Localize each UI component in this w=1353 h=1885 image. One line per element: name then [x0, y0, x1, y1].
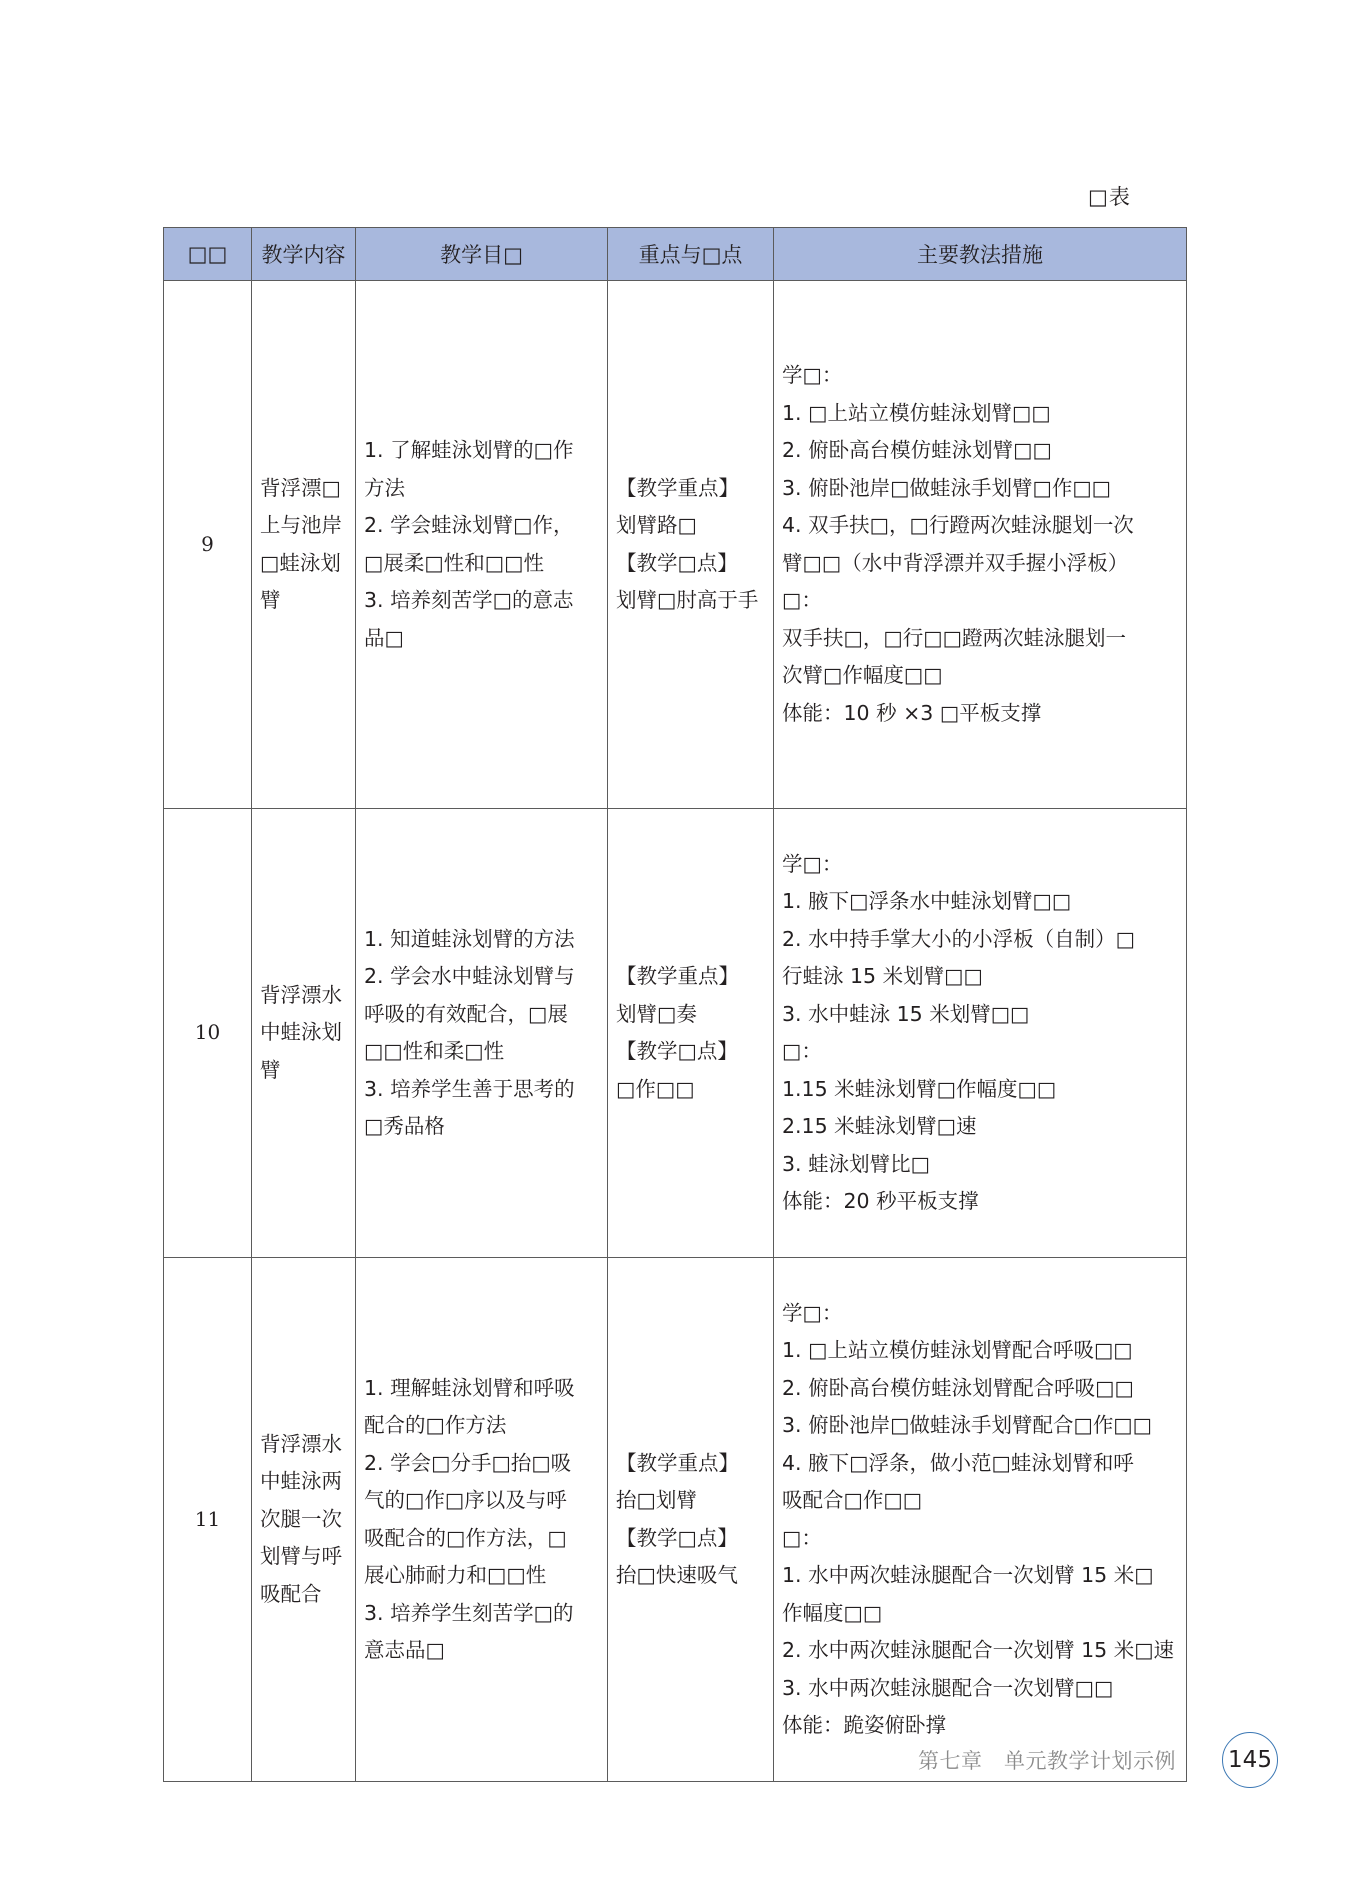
cell-line: 1. □上站立模仿蛙泳划臂□□	[782, 400, 1051, 425]
cell-line: 吸配合	[260, 1581, 322, 1606]
lesson-number-cell: 9	[164, 281, 252, 809]
cell-line: 吸配合的□作方法，□	[364, 1525, 567, 1550]
table-row	[164, 1258, 1187, 1782]
cell-line: 【教学□点】	[616, 1525, 738, 1550]
cell-line: 气的□作□序以及与呼	[364, 1488, 567, 1512]
cell-line: 划臂□奏	[616, 1001, 697, 1026]
cell-line: 【教学重点】	[616, 475, 739, 500]
cell-line: 学□：	[782, 1300, 843, 1325]
cell-line: 抬□快速吸气	[616, 1563, 738, 1587]
cell-line: 划臂□肘高于手	[616, 588, 759, 612]
header-lesson-number: □□	[164, 228, 252, 281]
lesson-number-cell: 11	[164, 1258, 252, 1782]
cell-line: 2. 水中两次蛙泳腿配合一次划臂 15 米□速	[782, 1638, 1175, 1662]
cell-line: 3. 水中蛙泳 15 米划臂□□	[782, 1001, 1030, 1026]
table-header-row	[164, 228, 1187, 281]
cell-line: 臂	[260, 1057, 281, 1082]
cell-line: □：	[782, 1525, 822, 1550]
cell-line: 4. 腋下□浮条，做小范□蛙泳划臂和呼	[782, 1450, 1134, 1475]
cell-line: 1. □上站立模仿蛙泳划臂配合呼吸□□	[782, 1338, 1133, 1362]
cell-line: 体能：20 秒平板支撑	[782, 1189, 979, 1213]
continued-label: □表	[1088, 185, 1131, 209]
goals-cell	[356, 1258, 608, 1782]
cell-line: 2. 俯卧高台模仿蛙泳划臂□□	[782, 438, 1052, 462]
goals-cell	[356, 809, 608, 1258]
table-row	[164, 281, 1187, 809]
key-points-cell	[608, 809, 774, 1258]
cell-line: 2.15 米蛙泳划臂□速	[782, 1114, 977, 1138]
cell-line: 展心肺耐力和□□性	[364, 1563, 547, 1587]
cell-line: □秀品格	[364, 1114, 445, 1138]
cell-line: 4. 双手扶□，□行蹬两次蛙泳腿划一次	[782, 513, 1134, 537]
lesson-number-cell: 10	[164, 809, 252, 1258]
footer-chapter-title	[918, 1745, 1176, 1775]
content-cell	[252, 1258, 356, 1782]
header-methods: 主要教法措施	[774, 228, 1187, 281]
cell-line: 2. 俯卧高台模仿蛙泳划臂配合呼吸□□	[782, 1375, 1134, 1400]
cell-line: 背浮漂水	[260, 1431, 342, 1456]
teaching-plan-table	[163, 227, 1187, 1782]
cell-line: 3. 蛙泳划臂比□	[782, 1151, 930, 1176]
header-key-points: 重点与□点	[608, 228, 774, 281]
cell-line: 体能：跪姿俯卧撑	[782, 1713, 946, 1737]
cell-line: 1. 知道蛙泳划臂的方法	[364, 926, 575, 951]
methods-cell	[774, 809, 1187, 1258]
cell-line: 【教学重点】	[616, 964, 739, 988]
cell-line: 次臂□作幅度□□	[782, 663, 943, 687]
methods-cell	[774, 1258, 1187, 1782]
content-cell	[252, 809, 356, 1258]
cell-line: 划臂路□	[616, 513, 697, 537]
cell-line: 3. 培养学生刻苦学□的	[364, 1600, 574, 1625]
footer-title: 单元教学计划示例	[1004, 1749, 1177, 1773]
cell-line: 2. 学会□分手□抬□吸	[364, 1450, 572, 1475]
cell-line: 1. 了解蛙泳划臂的□作	[364, 438, 574, 462]
cell-line: 划臂与呼	[260, 1544, 342, 1569]
cell-line: □展柔□性和□□性	[364, 550, 544, 575]
cell-line: 3. 培养学生善于思考的	[364, 1076, 575, 1101]
cell-line: □：	[782, 1039, 822, 1063]
cell-line: 【教学□点】	[616, 550, 738, 575]
cell-line: 背浮漂水	[260, 982, 342, 1007]
cell-line: 【教学□点】	[616, 1039, 738, 1063]
cell-line: 2. 学会水中蛙泳划臂与	[364, 964, 575, 988]
cell-line: □作□□	[616, 1076, 695, 1101]
cell-line: 中蛙泳两	[260, 1469, 342, 1494]
cell-line: 行蛙泳 15 米划臂□□	[782, 964, 983, 988]
cell-line: 方法	[364, 475, 405, 500]
cell-line: 意志品□	[364, 1638, 445, 1662]
cell-line: 1. 理解蛙泳划臂和呼吸	[364, 1375, 575, 1400]
cell-line: 次腿一次	[260, 1506, 342, 1531]
goals-cell	[356, 281, 608, 809]
cell-line: 呼吸的有效配合，□展	[364, 1001, 568, 1026]
cell-line: 配合的□作方法	[364, 1413, 507, 1437]
cell-line: 【教学重点】	[616, 1450, 739, 1475]
cell-line: 3. 俯卧池岸□做蛙泳手划臂□作□□	[782, 475, 1112, 500]
content-cell	[252, 281, 356, 809]
cell-line: 2. 水中持手掌大小的小浮板（自制）□	[782, 926, 1135, 951]
cell-line: 体能：10 秒 ×3 □平板支撑	[782, 700, 1042, 725]
cell-line: □□性和柔□性	[364, 1039, 505, 1063]
cell-line: 3. 水中两次蛙泳腿配合一次划臂□□	[782, 1675, 1114, 1700]
table-row	[164, 809, 1187, 1258]
header-goals: 教学目□	[356, 228, 608, 281]
page-number: 145	[1222, 1732, 1278, 1788]
cell-line: 1.15 米蛙泳划臂□作幅度□□	[782, 1076, 1057, 1101]
cell-line: 1. 水中两次蛙泳腿配合一次划臂 15 米□	[782, 1563, 1154, 1587]
cell-line: 1. 腋下□浮条水中蛙泳划臂□□	[782, 889, 1072, 913]
cell-line: 抬□划臂	[616, 1488, 697, 1512]
cell-line: 臂	[260, 588, 281, 612]
cell-line: 中蛙泳划	[260, 1020, 342, 1045]
cell-line: 上与池岸	[260, 513, 342, 537]
cell-line: □：	[782, 588, 822, 612]
cell-line: 3. 培养刻苦学□的意志	[364, 588, 574, 612]
header-content: 教学内容	[252, 228, 356, 281]
cell-line: 作幅度□□	[782, 1600, 883, 1625]
cell-line: □蛙泳划	[260, 550, 341, 575]
key-points-cell	[608, 281, 774, 809]
cell-line: 3. 俯卧池岸□做蛙泳手划臂配合□作□□	[782, 1413, 1153, 1437]
key-points-cell	[608, 1258, 774, 1782]
cell-line: 臂□□（水中背浮漂并双手握小浮板）	[782, 550, 1129, 575]
cell-line: 学□：	[782, 363, 843, 387]
cell-line: 学□：	[782, 851, 843, 876]
cell-line: 背浮漂□	[260, 475, 341, 500]
cell-line: 吸配合□作□□	[782, 1488, 923, 1512]
cell-line: 品□	[364, 625, 404, 650]
cell-line: 2. 学会蛙泳划臂□作，	[364, 513, 574, 537]
methods-cell	[774, 281, 1187, 809]
footer-chapter: 第七章	[918, 1749, 983, 1773]
cell-line: 双手扶□，□行□□蹬两次蛙泳腿划一	[782, 625, 1126, 650]
